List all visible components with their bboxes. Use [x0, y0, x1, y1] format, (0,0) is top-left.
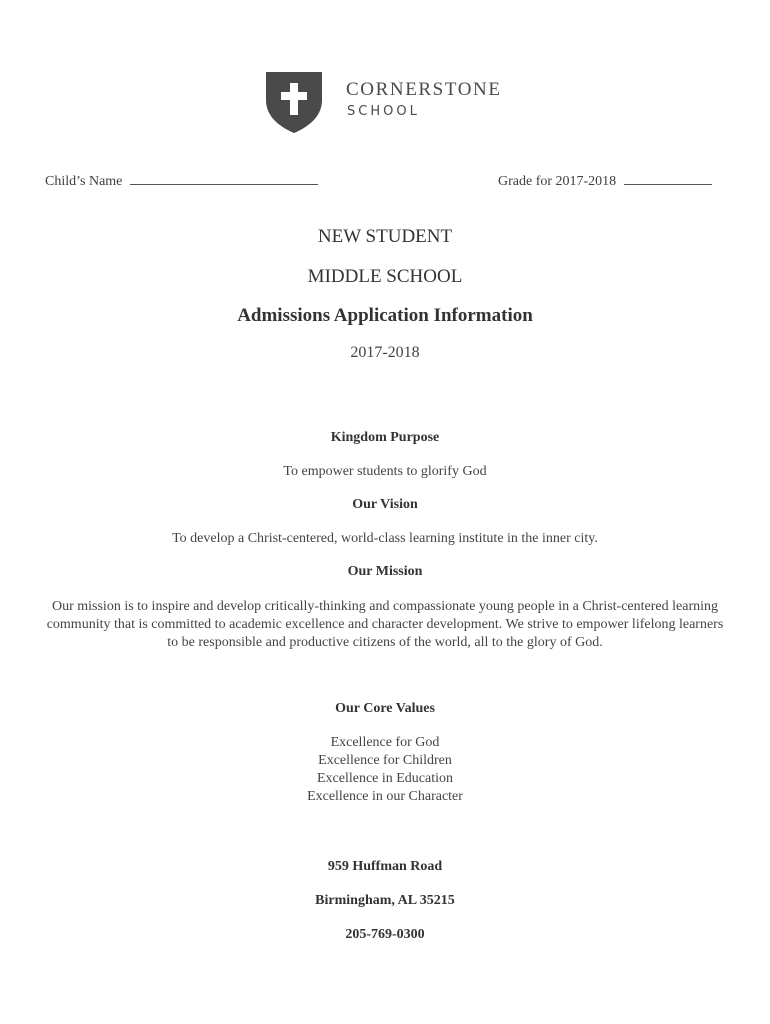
address-line: 959 Huffman Road: [327, 859, 443, 874]
title-new-student: NEW STUDENT: [317, 226, 453, 247]
title-middle-school: MIDDLE SCHOOL: [307, 266, 463, 287]
child-name-field[interactable]: [45, 172, 318, 190]
city-line: Birmingham, AL 35215: [315, 893, 455, 908]
title-year: 2017-2018: [350, 344, 420, 361]
values-heading: Our Core Values: [335, 701, 435, 716]
value-item: Excellence for God: [330, 735, 440, 750]
values-list: [0, 734, 770, 806]
child-name-blank[interactable]: [130, 172, 318, 185]
value-item: Excellence in Education: [316, 771, 454, 786]
school-logo: [264, 70, 534, 134]
grade-label: Grade for 2017-2018: [498, 174, 617, 189]
purpose-text: To empower students to glorify God: [283, 464, 487, 479]
child-name-label: Child’s Name: [45, 174, 123, 189]
title-admissions: Admissions Application Information: [237, 305, 533, 326]
mission-heading: Our Mission: [347, 564, 423, 579]
vision-text: To develop a Christ-centered, world-class learning institute in the inner city.: [172, 531, 598, 546]
value-item: Excellence in our Character: [307, 789, 463, 804]
value-item: Excellence for Children: [318, 753, 452, 768]
grade-blank[interactable]: [624, 172, 712, 185]
logo-subtitle: SCHOOL: [347, 104, 420, 119]
phone-line: 205-769-0300: [345, 927, 425, 942]
purpose-heading: Kingdom Purpose: [330, 430, 440, 445]
vision-heading: Our Vision: [352, 497, 418, 512]
mission-text: Our mission is to inspire and develop critically-thinking and compassionate young people in a Christ-centered learning community that is committed to academic excellence and character development. We strive to empower lifelong learners to be responsible and productive citizens of the world, all to the glory of God.: [46, 599, 724, 650]
shield-cross-icon: [264, 70, 324, 134]
grade-field[interactable]: [498, 172, 712, 190]
logo-name: CORNERSTONE: [346, 79, 502, 100]
